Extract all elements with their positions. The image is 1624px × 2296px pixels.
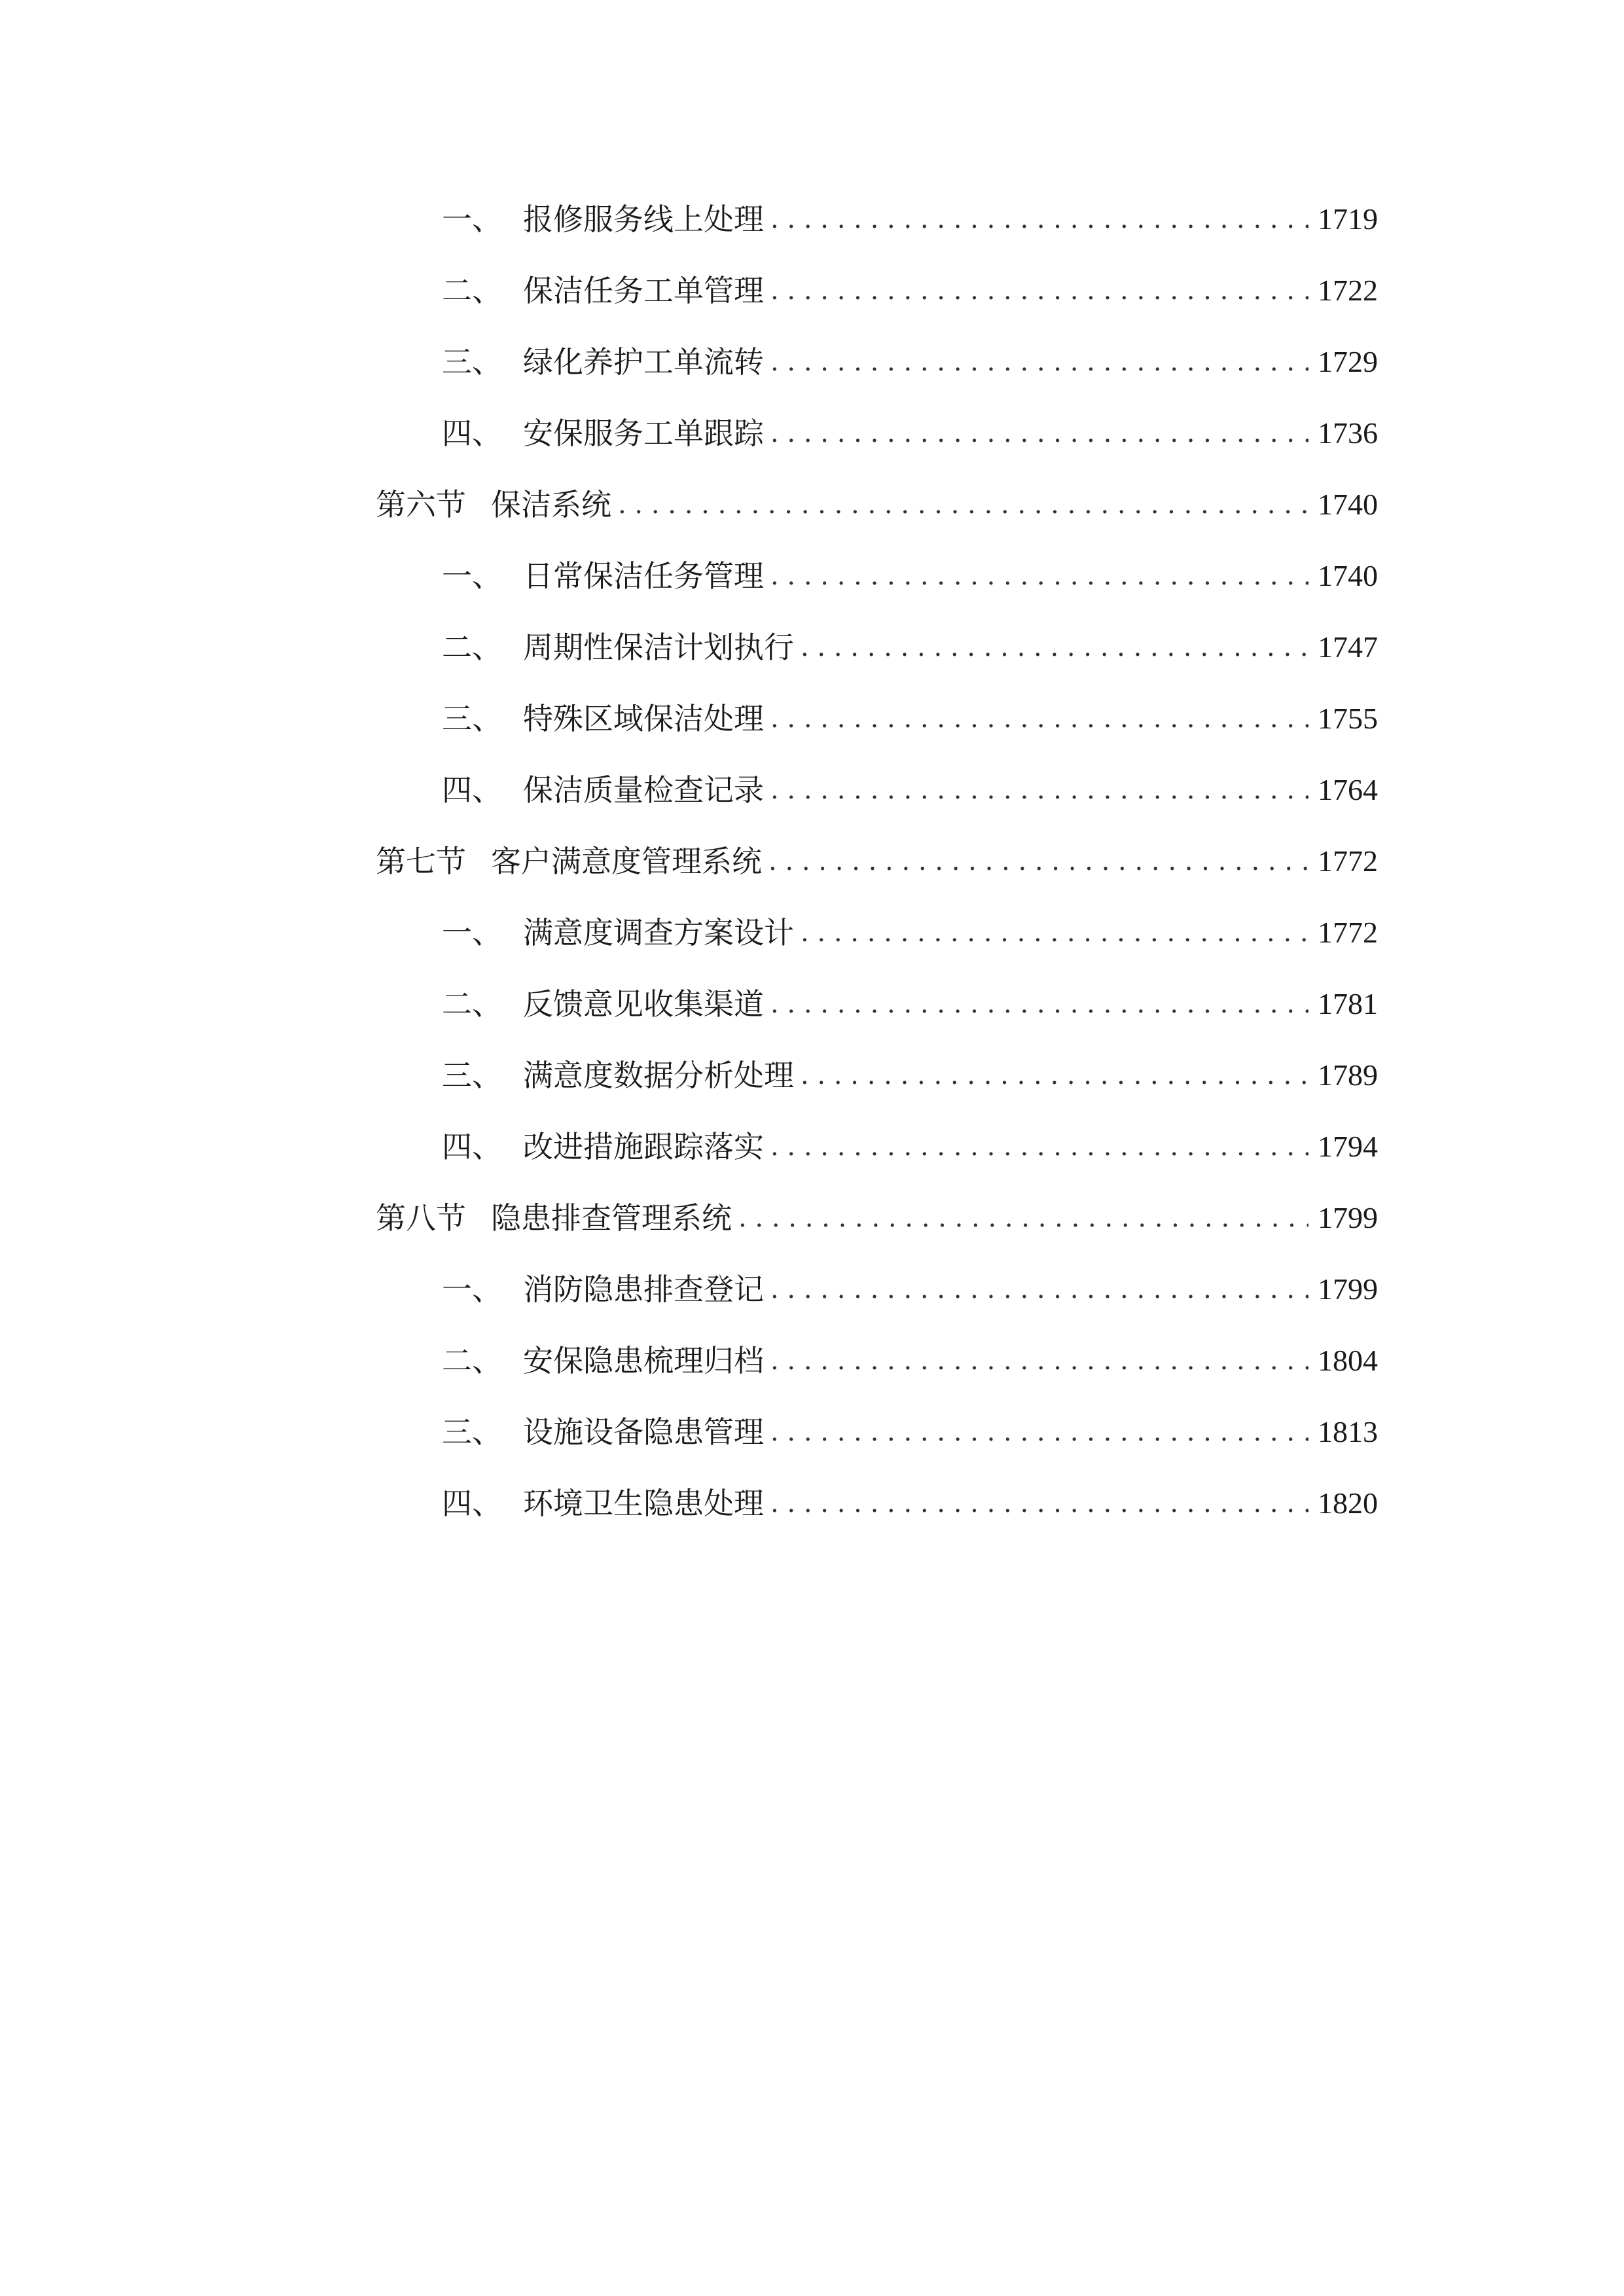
dot-leader [770, 553, 1308, 599]
dot-leader [770, 1409, 1308, 1455]
entry-title: 安保隐患梳理归档 [523, 1343, 764, 1378]
dot-leader [770, 1480, 1308, 1526]
entry-title: 保洁任务工单管理 [523, 273, 764, 308]
entry-number: 三、 [442, 344, 502, 380]
entry-title: 反馈意见收集渠道 [523, 986, 764, 1022]
entry-number: 三、 [442, 701, 502, 736]
entry-page-number: 1719 [1318, 202, 1378, 236]
entry-title: 环境卫生隐患处理 [523, 1486, 764, 1521]
section-title: 客户满意度管理系统 [491, 844, 762, 879]
entry-number: 二、 [442, 273, 502, 308]
entry-number: 二、 [442, 1343, 502, 1378]
dot-leader [770, 981, 1308, 1027]
entry-number: 一、 [442, 558, 502, 594]
entry-page-number: 1772 [1318, 844, 1378, 878]
entry-number: 一、 [442, 202, 502, 237]
entry-number: 一、 [442, 1272, 502, 1307]
section-number: 第六节 [376, 487, 466, 522]
dot-leader [770, 767, 1308, 813]
toc-section-entry[interactable] [376, 838, 1378, 884]
dot-leader [618, 482, 1308, 528]
entry-title: 设施设备隐患管理 [523, 1414, 764, 1450]
entry-number: 四、 [442, 416, 502, 451]
entry-number: 四、 [442, 1486, 502, 1521]
entry-page-number: 1813 [1318, 1415, 1378, 1448]
toc-entry[interactable] [442, 1409, 1378, 1455]
section-number: 第八节 [376, 1200, 466, 1236]
dot-leader [738, 1195, 1308, 1241]
entry-number: 四、 [442, 772, 502, 808]
entry-number: 三、 [442, 1414, 502, 1450]
entry-page-number: 1729 [1318, 345, 1378, 378]
entry-page-number: 1799 [1318, 1201, 1378, 1234]
toc-entry[interactable] [442, 339, 1378, 385]
entry-page-number: 1747 [1318, 630, 1378, 664]
entry-title: 绿化养护工单流转 [523, 344, 764, 380]
entry-title: 改进措施跟踪落实 [523, 1129, 764, 1164]
entry-title: 日常保洁任务管理 [523, 558, 764, 594]
toc-entry[interactable] [442, 910, 1378, 956]
dot-leader [801, 624, 1308, 670]
toc-entry[interactable] [442, 268, 1378, 314]
entry-number: 四、 [442, 1129, 502, 1164]
entry-number: 二、 [442, 986, 502, 1022]
dot-leader [770, 1338, 1308, 1384]
dot-leader [768, 838, 1308, 884]
entry-page-number: 1799 [1318, 1272, 1378, 1306]
toc-entry[interactable] [442, 410, 1378, 456]
dot-leader [770, 696, 1308, 742]
section-title: 隐患排查管理系统 [491, 1200, 732, 1236]
entry-page-number: 1736 [1318, 416, 1378, 450]
dot-leader [801, 910, 1308, 956]
toc-entry[interactable] [442, 767, 1378, 813]
toc-section-entry[interactable] [376, 482, 1378, 528]
entry-page-number: 1789 [1318, 1058, 1378, 1092]
toc-entry[interactable] [442, 1266, 1378, 1312]
dot-leader [770, 268, 1308, 314]
dot-leader [770, 1266, 1308, 1312]
entry-title: 特殊区域保洁处理 [523, 701, 764, 736]
entry-page-number: 1722 [1318, 274, 1378, 307]
toc-entry[interactable] [442, 981, 1378, 1027]
entry-title: 消防隐患排查登记 [523, 1272, 764, 1307]
entry-page-number: 1755 [1318, 702, 1378, 735]
dot-leader [770, 196, 1308, 242]
section-number: 第七节 [376, 844, 466, 879]
entry-title: 满意度数据分析处理 [523, 1058, 794, 1093]
entry-number: 一、 [442, 915, 502, 950]
dot-leader [770, 1124, 1308, 1170]
toc-entry[interactable] [442, 553, 1378, 599]
entry-title: 保洁质量检查记录 [523, 772, 764, 808]
entry-page-number: 1772 [1318, 916, 1378, 949]
entry-title: 周期性保洁计划执行 [523, 630, 794, 665]
toc-entry[interactable] [442, 1052, 1378, 1098]
toc-entry[interactable] [442, 196, 1378, 242]
dot-leader [770, 339, 1308, 385]
section-title: 保洁系统 [491, 487, 611, 522]
entry-page-number: 1764 [1318, 773, 1378, 806]
entry-title: 满意度调查方案设计 [523, 915, 794, 950]
entry-title: 报修服务线上处理 [523, 202, 764, 237]
entry-page-number: 1794 [1318, 1130, 1378, 1163]
toc-entry[interactable] [442, 696, 1378, 742]
entry-number: 三、 [442, 1058, 502, 1093]
dot-leader [801, 1052, 1308, 1098]
entry-page-number: 1820 [1318, 1486, 1378, 1520]
entry-page-number: 1740 [1318, 559, 1378, 592]
entry-page-number: 1781 [1318, 987, 1378, 1020]
toc-entry[interactable] [442, 1480, 1378, 1526]
toc-section-entry[interactable] [376, 1195, 1378, 1241]
entry-page-number: 1804 [1318, 1344, 1378, 1377]
toc-entry[interactable] [442, 1338, 1378, 1384]
entry-page-number: 1740 [1318, 488, 1378, 521]
toc-entry[interactable] [442, 1124, 1378, 1170]
toc-entry[interactable] [442, 624, 1378, 670]
entry-title: 安保服务工单跟踪 [523, 416, 764, 451]
entry-number: 二、 [442, 630, 502, 665]
dot-leader [770, 410, 1308, 456]
